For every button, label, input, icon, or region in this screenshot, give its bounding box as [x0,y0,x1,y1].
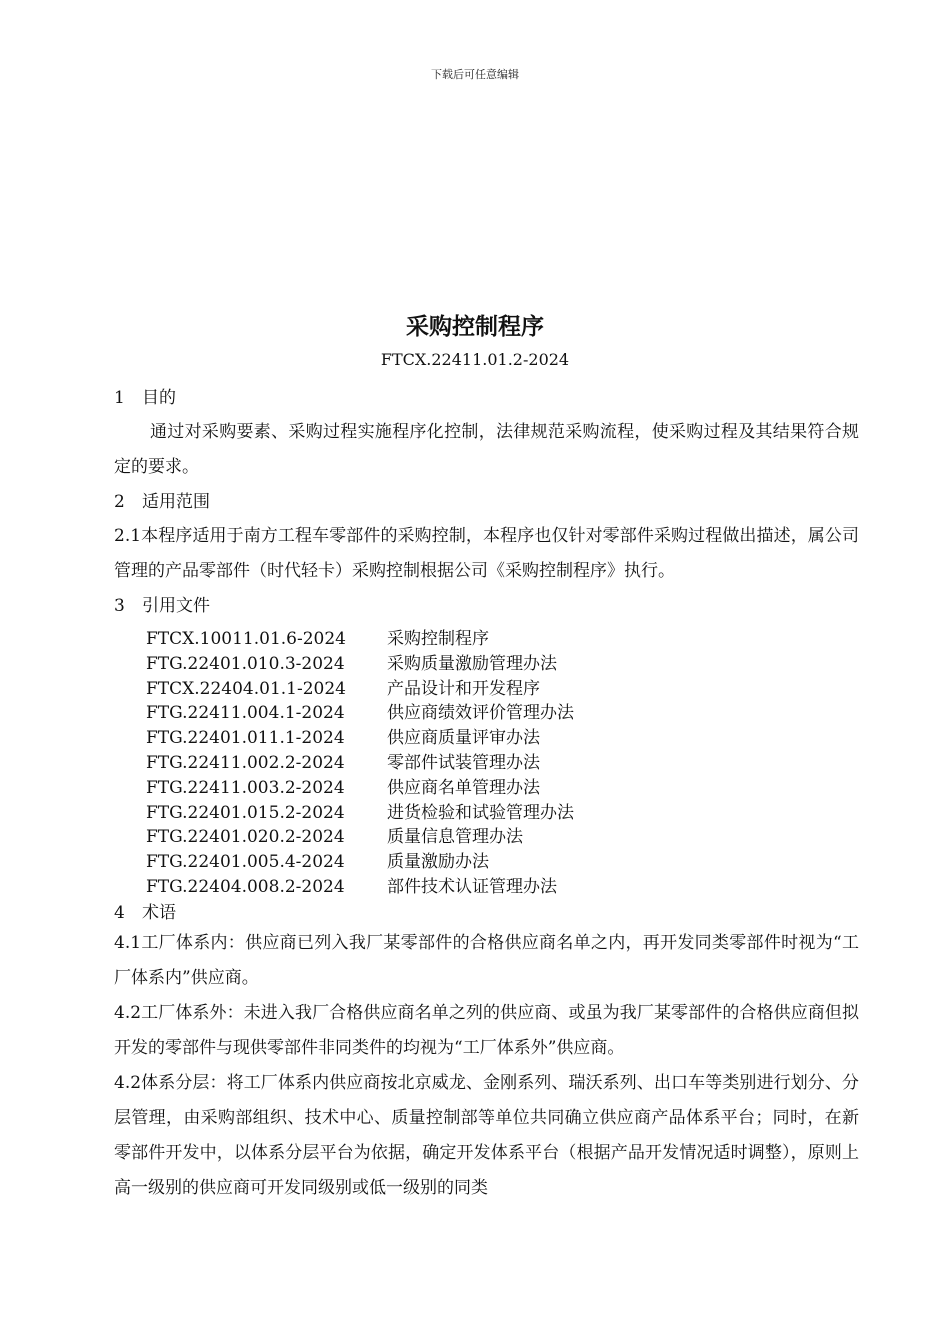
paragraph-terms-4-2: 4.2工厂体系外：未进入我厂合格供应商名单之列的供应商、或虽为我厂某零部件的合格供应商但拟开发的零部件与现供零部件非同类件的均视为“工厂体系外”供应商。 [114,1002,859,1058]
reference-code: FTG.22401.015.2-2024 [146,802,345,823]
reference-name: 进货检验和试验管理办法 [387,802,574,823]
section-heading-purpose [114,381,859,415]
page-header-note: 下载后可任意编辑 [431,68,519,81]
reference-name: 部件技术认证管理办法 [387,876,557,897]
section-heading-terms [114,900,859,926]
reference-row [146,751,859,776]
reference-name: 质量信息管理办法 [387,827,523,848]
section-title: 目的 [142,388,176,408]
reference-row [146,677,859,702]
reference-code: FTG.22401.010.3-2024 [146,653,345,674]
reference-code: FTG.22401.011.1-2024 [146,728,345,749]
reference-name: 供应商名单管理办法 [387,777,540,798]
reference-code: FTG.22401.005.4-2024 [146,852,345,873]
reference-name: 零部件试装管理办法 [387,752,540,773]
reference-row [146,850,859,875]
reference-code: FTCX.22404.01.1-2024 [146,678,346,699]
section-number: 4 [114,902,125,923]
document-title: 采购控制程序 [406,314,544,340]
section-number: 3 [114,596,125,616]
reference-name: 供应商绩效评价管理办法 [387,703,574,724]
reference-code: FTG.22411.003.2-2024 [146,777,345,798]
reference-name: 质量激励办法 [387,852,489,873]
reference-code: FTG.22401.020.2-2024 [146,827,345,848]
reference-code: FTG.22404.008.2-2024 [146,876,345,897]
reference-list [114,627,859,900]
paragraph-terms-4-1: 4.1工厂体系内：供应商已列入我厂某零部件的合格供应商名单之内，再开发同类零部件时视为“工厂体系内”供应商。 [114,932,859,988]
section-number: 1 [114,388,125,408]
reference-row [146,652,859,677]
document-body [114,381,859,1206]
reference-row [146,776,859,801]
reference-name: 采购质量激励管理办法 [387,653,557,674]
reference-name: 采购控制程序 [387,629,489,649]
section-title: 术语 [142,902,176,923]
reference-code: FTG.22411.004.1-2024 [146,703,345,724]
document-code: FTCX.22411.01.2-2024 [380,350,570,369]
reference-code: FTG.22411.002.2-2024 [146,752,345,773]
paragraph-purpose: 通过对采购要素、采购过程实施程序化控制，法律规范采购流程，使采购过程及其结果符合规定的要求。 [114,422,859,477]
reference-code: FTCX.10011.01.6-2024 [146,629,346,649]
reference-name: 产品设计和开发程序 [387,678,540,699]
paragraph-terms-4-2-layering: 4.2体系分层：将工厂体系内供应商按北京威龙、金刚系列、瑞沃系列、出口车等类别进行划分、分层管理，由采购部组织、技术中心、质量控制部等单位共同确立供应商产品体系平台；同时，在新零部件开发中，以体系分层平台为依据，确定开发体系平台（根据产品开发情况适时调整），原则上高一级别的供应商可开发同级别或低一级别的同类 [114,1072,859,1198]
section-heading-references [114,589,859,623]
reference-row [146,701,859,726]
paragraph-scope-2-1: 2.1本程序适用于南方工程车零部件的采购控制，本程序也仅针对零部件采购过程做出描述，属公司管理的产品零部件（时代轻卡）采购控制根据公司《采购控制程序》执行。 [114,526,859,581]
reference-row [146,627,859,652]
reference-row [146,825,859,850]
section-heading-scope [114,485,859,519]
section-title: 适用范围 [142,492,210,512]
section-title: 引用文件 [142,596,210,616]
reference-row [146,726,859,751]
section-number: 2 [114,492,125,512]
reference-row [146,801,859,826]
reference-name: 供应商质量评审办法 [387,728,540,749]
reference-row [146,875,859,900]
